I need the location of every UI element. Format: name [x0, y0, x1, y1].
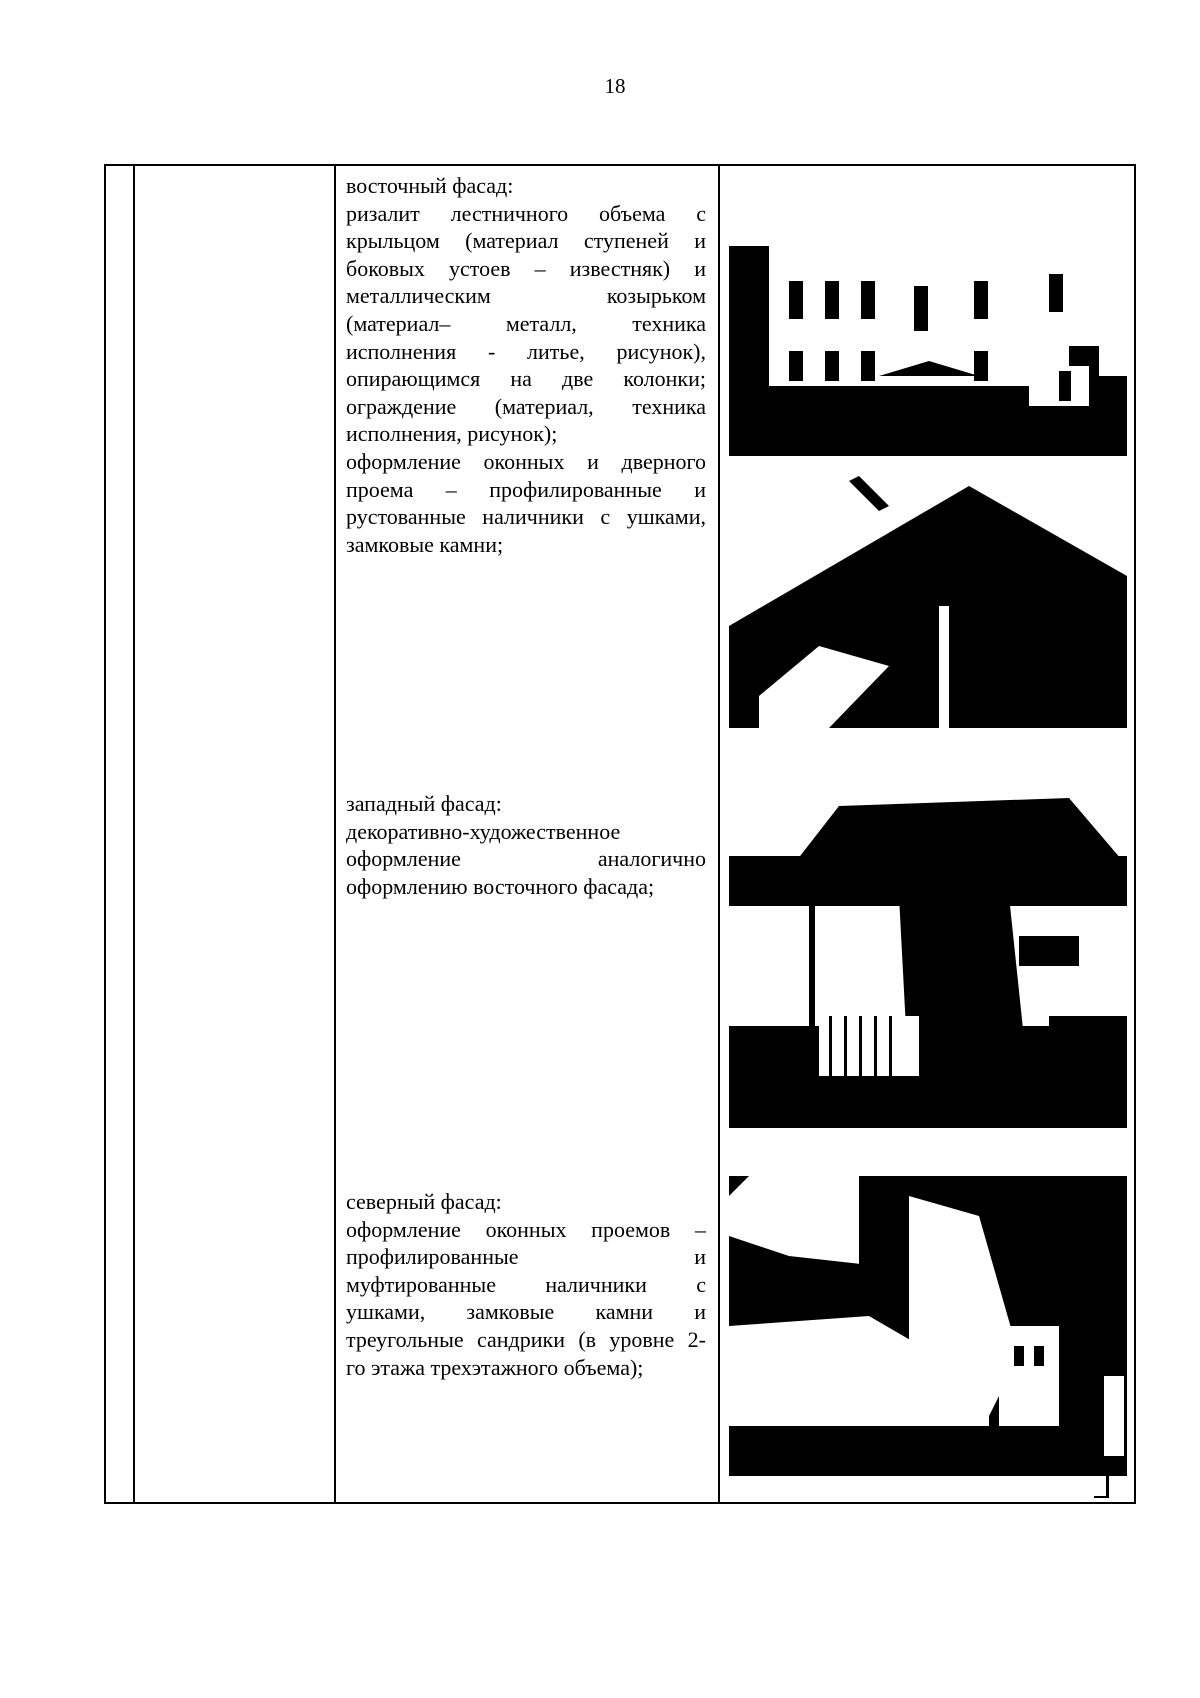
- east-line: ограждение (материал, техника: [346, 393, 706, 419]
- canopy-closeup-photo: [729, 466, 1127, 728]
- photo-corner-mark: [1094, 1496, 1109, 1498]
- north-line: профилированные и: [346, 1244, 706, 1270]
- east-facade-description: [346, 172, 706, 558]
- east-facade-title: восточный фасад:: [346, 173, 514, 198]
- photo-corner-mark: [1106, 1476, 1109, 1498]
- west-line: оформлению восточного фасада;: [346, 873, 655, 899]
- north-facade-description: [346, 1188, 706, 1381]
- east-facade-photo: [729, 206, 1127, 456]
- column-divider-2: [334, 166, 336, 1502]
- west-facade-title: западный фасад:: [346, 791, 502, 816]
- west-facade-photo: [729, 786, 1127, 1128]
- north-line: оформление оконных проемов –: [346, 1216, 706, 1242]
- north-facade-photo: [729, 1176, 1127, 1476]
- east-line: исполнения - литье, рисунок),: [346, 338, 706, 364]
- east-line: опирающимся на две колонки;: [346, 366, 706, 392]
- east-line: боковых устоев – известняк) и: [346, 255, 706, 281]
- west-line: оформление аналогично: [346, 846, 706, 872]
- north-line: ушками, замковые камни и: [346, 1299, 706, 1325]
- west-facade-description: [346, 790, 706, 900]
- column-divider-3: [718, 166, 720, 1502]
- description-table: [104, 164, 1136, 1504]
- east-line: металлическим козырьком: [346, 283, 706, 309]
- north-facade-title: северный фасад:: [346, 1189, 502, 1214]
- west-line: декоративно-художественное: [346, 818, 621, 844]
- column-divider-1: [133, 166, 135, 1502]
- page-number: 18: [604, 74, 626, 98]
- east-line: исполнения, рисунок);: [346, 421, 558, 447]
- north-line: го этажа трехэтажного объема);: [346, 1354, 644, 1380]
- east-line: замковые камни;: [346, 531, 504, 557]
- north-line: треугольные сандрики (в уровне 2-: [346, 1326, 706, 1352]
- east-line: рустованные наличники с ушками,: [346, 504, 706, 530]
- east-line: (материал– металл, техника: [346, 310, 706, 336]
- east-line: ризалит лестничного объема с: [346, 200, 706, 226]
- east-line: крыльцом (материал ступеней и: [346, 228, 706, 254]
- north-line: муфтированные наличники с: [346, 1271, 706, 1297]
- east-line: оформление оконных и дверного: [346, 448, 706, 474]
- east-line: проема – профилированные и: [346, 476, 706, 502]
